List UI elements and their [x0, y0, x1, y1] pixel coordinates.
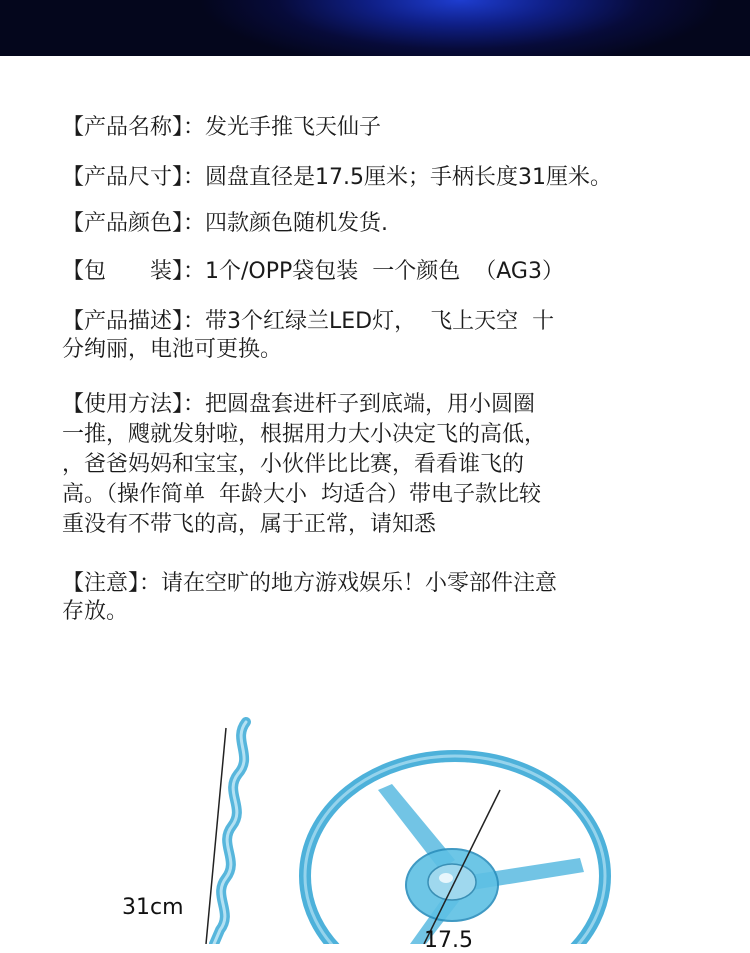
spec-value: 1个/OPP袋包装 一个颜色 （AG3） — [205, 259, 564, 284]
spec-usage — [62, 390, 742, 540]
spec-description — [62, 308, 742, 364]
spec-value: 四款颜色随机发货. — [205, 211, 389, 236]
spec-label: 【包 装】： — [62, 259, 206, 284]
spec-value: 圆盘直径是17.5厘米；手柄长度31厘米。 — [205, 165, 612, 190]
spec-label: 【产品描述】： — [62, 309, 206, 334]
spec-value: 带3个红绿兰LED灯， 飞上天空 十 分绚丽，电池可更换。 — [62, 309, 555, 362]
flying-disc — [305, 756, 605, 944]
spec-label: 【使用方法】： — [62, 392, 206, 417]
toy-illustration — [0, 700, 750, 944]
disc-diameter-label: 17.5 — [424, 928, 473, 953]
top-banner — [0, 0, 750, 56]
spec-product-size — [62, 164, 742, 192]
spec-packaging — [62, 258, 742, 286]
spec-label: 【产品颜色】： — [62, 211, 206, 236]
spec-value: 发光手推飞天仙子 — [205, 115, 382, 140]
spec-product-name — [62, 114, 742, 142]
spec-note — [62, 570, 742, 626]
spec-product-color — [62, 210, 742, 238]
spec-label: 【注意】： — [62, 571, 162, 596]
spec-label: 【产品尺寸】： — [62, 165, 206, 190]
spec-value: 请在空旷的地方游戏娱乐！小零部件注意 存放。 — [62, 571, 558, 624]
spec-value: 把圆盘套进杆子到底端，用小圆圈 一推，飕就发射啦，根据用力大小决定飞的高低， ，爸爸妈妈和宝宝，小伙伴比比赛，看看谁飞的 高。（操作简单 年龄大小 均适合）带电子款比较 重没有不带飞的高，属于正常，请知悉 — [62, 392, 547, 537]
twisted-handle — [214, 722, 246, 944]
handle-length-label: 31cm — [122, 895, 184, 920]
spec-label: 【产品名称】： — [62, 115, 206, 140]
